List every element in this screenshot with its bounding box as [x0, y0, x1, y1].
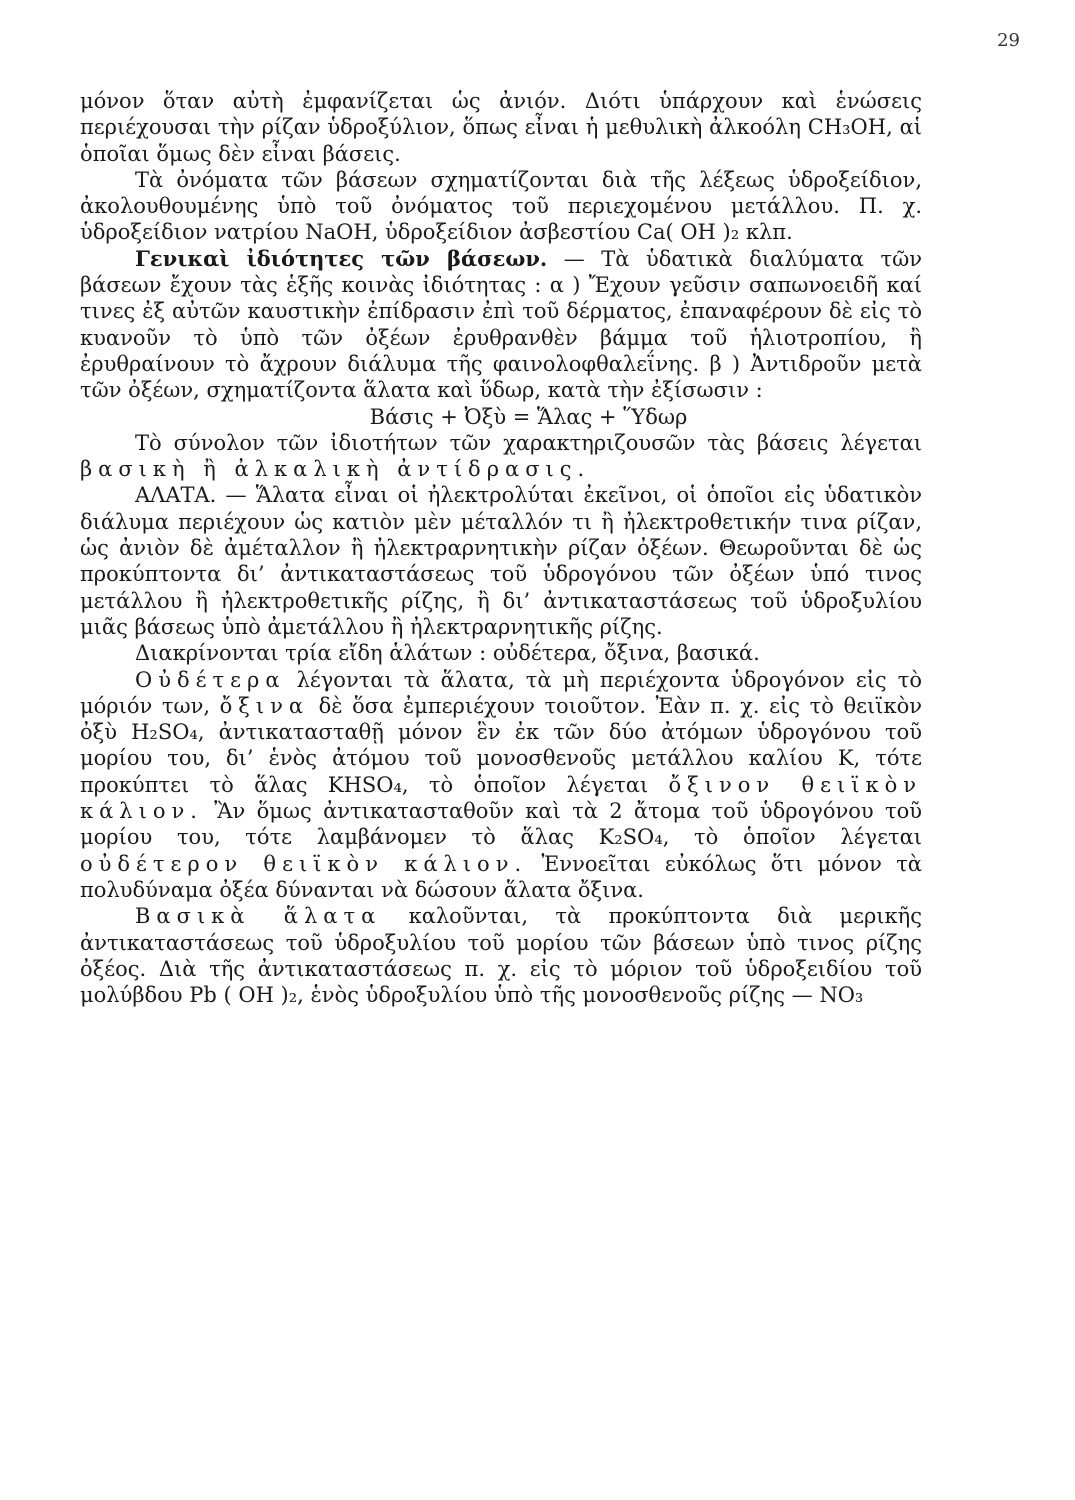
paragraph-3: [80, 246, 922, 404]
body-text: [80, 88, 922, 1008]
term-acidic: ὄξινα: [219, 693, 310, 718]
paragraph-7-part-f: Ἂν ὅμως ἀντικατασταθοῦν καὶ τὰ 2 ἄτομα τοῦ ὑδρογόνου τοῦ μορίου του, τότε λαμβάνομεν τὸ ἅλας K₂SO₄, τὸ ὁποῖον λέγεται: [80, 799, 922, 850]
term-acid-potassium-sulfate: ὄξινον θειϊκὸν κάλιον.: [80, 772, 922, 824]
paragraph-6: Διακρίνονται τρία εἴδη ἁλάτων : οὐδέτερα, ὄξινα, βασικά.: [135, 641, 760, 666]
paragraph-4: [80, 430, 922, 483]
paragraph-2: Τὰ ὀνόματα τῶν βάσεων σχηματίζονται διὰ τῆς λέξεως ὑδροξείδιον, ἀκολουθουμένης ὑπὸ τοῦ ὀνόματος τοῦ περιεχομένου μετάλλου. Π. χ. ὑδροξείδιον νατρίου NaOH, ὑδροξείδιον ἀσβεστίου Ca( OH )₂ κλπ.: [80, 167, 922, 245]
paragraph-7-part-h: Ἐννοεῖται εὐκόλως ὅτι μόνον τὰ πολυδύναμα ὀξέα δύνανται νὰ δώσουν ἅλατα ὄξινα.: [80, 851, 922, 902]
paragraph-8: [80, 903, 922, 1008]
paragraph-1: μόνον ὅταν αὐτὴ ἐμφανίζεται ὡς ἀνιόν. Διότι ὑπάρχουν καὶ ἑνώσεις περιέχουσαι τὴν ρίζαν ὑδροξύλιον, ὅπως εἶναι ἡ μεθυλικὴ ἀλκοόλη CH₃OH, αἱ ὁποῖαι ὅμως δὲν εἶναι βάσεις.: [80, 89, 922, 166]
section-heading-bases: Γενικαὶ ἰδιότητες τῶν βάσεων.: [135, 245, 548, 271]
section-heading-salts: ΑΛΑΤΑ.: [135, 483, 217, 508]
equation: Βάσις + Ὀξὺ = Ἅλας + Ὕδωρ: [369, 404, 688, 429]
paragraph-3-body: — Τὰ ὑδατικὰ διαλύματα τῶν βάσεων ἔχουν τὰς ἑξῆς κοινὰς ἰδιότητας : α ) Ἔχουν γεῦσιν σαπωνοειδῆ καί τινες ἐξ αὐτῶν καυστικὴν ἐπίδρασιν ἐπὶ τοῦ δέρματος, ἐπαναφέρουν δὲ εἰς τὸ κυανοῦν τὸ ὑπὸ τῶν ὀξέων ἐρυθρανθὲν βάμμα τοῦ ἡλιοτροπίου, ἢ ἐρυθραίνουν τὸ ἄχρουν διάλυμα τῆς φαινολοφθαλεΐνης. β ) Ἀντιδροῦν μετὰ τῶν ὀξέων, σχηματίζοντα ἅλατα καὶ ὕδωρ, κατὰ τὴν ἐξίσωσιν :: [80, 246, 922, 403]
page-number: 29: [997, 30, 1020, 51]
paragraph-8-body: καλοῦνται, τὰ προκύπτοντα διὰ μερικῆς ἀντικαταστάσεως τοῦ ὑδροξυλίου τοῦ μορίου τῶν βάσεων ὑπὸ τινος ρίζης ὀξέος. Διὰ τῆς ἀντικαταστάσεως π. χ. εἰς τὸ μόριον τοῦ ὑδροξειδίου τοῦ μολύβδου Pb ( OH )₂, ἑνὸς ὑδροξυλίου ὑπὸ τῆς μονοσθενοῦς ρίζης — NO₃: [80, 904, 922, 1008]
term-neutral-potassium-sulfate: οὐδέτερον θειϊκὸν κάλιον.: [80, 851, 528, 876]
paragraph-5: [80, 482, 922, 640]
paragraph-4-lead: Τὸ σύνολον τῶν ἰδιοτήτων τῶν χαρακτηριζουσῶν τὰς βάσεις λέγεται: [135, 430, 922, 455]
paragraph-7-part-d: δὲ ὅσα ἐμπεριέχουν τοιοῦτον. Ἐὰν π. χ. εἰς τὸ θειϊκὸν ὀξὺ H₂SO₄, ἀντικατασταθῇ μόνον ἓν ἐκ τῶν δύο ἀτόμων ὑδρογόνου τοῦ μορίου του, δι’ ἑνὸς ἀτόμου τοῦ μονοσθενοῦς μετάλλου καλίου K, τότε προκύπτει τὸ ἅλας KHSO₄, τὸ ὁποῖον λέγεται: [80, 693, 922, 797]
paragraph-7-part-b: λέγονται τὰ ἅλατα, τὰ μὴ περιέχοντα ὑδρογόνον εἰς τὸ μόριόν των,: [80, 667, 922, 718]
term-basic-salts: Βασικὰ ἅλατα: [135, 904, 382, 929]
term-neutral: Οὐδέτερα: [135, 667, 286, 692]
paragraph-5-body: — Ἅλατα εἶναι οἱ ἠλεκτρολύται ἐκεῖνοι, οἱ ὁποῖοι εἰς ὑδατικὸν διάλυμα περιέχουν ὡς κατιὸν μὲν μέταλλόν τι ἢ ἠλεκτροθετικήν τινα ρίζαν, ὡς ἀνιὸν δὲ ἀμέταλλον ἢ ἠλεκτραρνητικὴν ρίζαν ὀξέων. Θεωροῦνται δὲ ὡς προκύπτοντα δι’ ἀντικαταστάσεως τοῦ ὑδρογόνου τῶν ὀξέων ὑπό τινος μετάλλου ἢ ἠλεκτροθετικῆς ρίζης, ἢ δι’ ἀντικαταστάσεως τοῦ ὑδροξυλίου μιᾶς βάσεως ὑπὸ ἀμετάλλου ἢ ἠλεκτραρνητικῆς ρίζης.: [80, 483, 922, 639]
paragraph-7: [80, 667, 922, 904]
spaced-term: βασικὴ ἢ ἀλκαλικὴ ἀντίδρασις.: [80, 457, 591, 482]
